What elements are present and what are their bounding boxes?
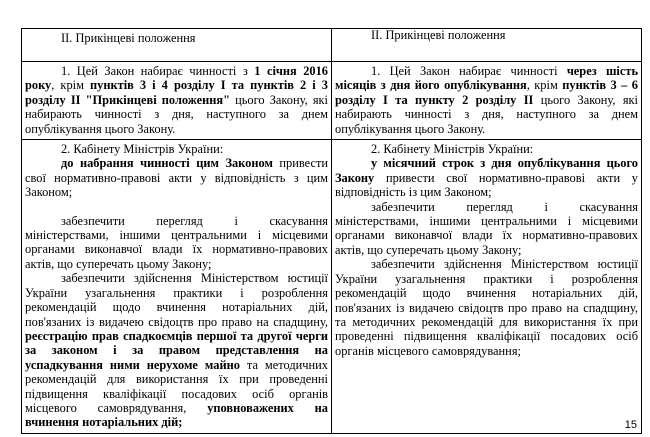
page-number: 15 <box>624 419 637 431</box>
right-clause-2-item-b: забезпечити перегляд і скасування міністерствами, іншими центральними і місцевими органами виконавчої влади їх нормативно-правових актів, що суперечать цьому Закону; <box>335 199 638 257</box>
bold-text-run: через шість місяців з дня його опублікування <box>335 64 638 93</box>
comparison-table <box>21 28 642 434</box>
right-section-title: ІІ. Прикінцеві положення <box>371 28 506 42</box>
left-clause-2-item-c <box>25 271 328 429</box>
bold-text-run: пунктів 3 і 4 розділу І та пунктів 2 і 3 розділу ІІ "Прикінцеві положення" <box>25 78 329 107</box>
left-title-cell <box>22 29 332 62</box>
bold-text-run: 1 січня 2016 року <box>25 64 328 93</box>
text-run: привести свої нормативно-правові акти у відповідність з цим Законом; <box>25 156 329 200</box>
bold-text-run: уповноважених на вчинення нотаріальних дій; <box>25 400 328 430</box>
left-clause-1-cell <box>22 62 332 140</box>
bold-text-run: у місячний строк з дня опублікування цього Закону <box>335 156 638 185</box>
left-clause-1 <box>25 64 328 136</box>
left-clause-2-heading: 2. Кабінету Міністрів України: <box>61 142 224 157</box>
left-clause-2-item-b: забезпечити перегляд і скасування міністерствами, іншими центральними і місцевими органами виконавчої влади їх нормативно-правових актів, що суперечать цьому Закону; <box>25 213 328 271</box>
right-clause-1 <box>335 64 638 136</box>
table-row <box>22 62 642 140</box>
right-clause-1-cell <box>332 62 642 140</box>
right-clause-2-item-a <box>335 156 638 199</box>
text-run: 1. Цей Закон набирає чинності з <box>61 64 255 78</box>
right-title-cell <box>332 29 642 62</box>
bold-text-run: пунктів 3 – 6 розділу І та пункту 2 розділу ІІ <box>335 78 638 107</box>
bold-text-run: реєстрацію прав спадкоємців першої та другої черги за законом і за правом представлення на успадкування ними нерухоме майно <box>25 328 328 372</box>
text-run: , крім <box>526 78 563 93</box>
text-run: цього Закону, які набирають чинності з дня, наступного за днем опублікування цього Закону. <box>25 92 328 136</box>
left-clause-2-cell <box>22 140 332 434</box>
left-clause-2-item-a <box>25 156 328 199</box>
text-run: забезпечити здійснення Міністерством юстиції України узагальнення практики і розроблення рекомендацій щодо вчинення нотаріальних дій, пов'язаних із видачею свідоцтв про право на спадщину, <box>25 271 328 329</box>
table-row <box>22 29 642 62</box>
bold-text-run: до набрання чинності цим Законом <box>61 156 273 171</box>
text-run: 1. Цей Закон набирає чинності <box>371 64 567 78</box>
right-clause-2-item-c: забезпечити здійснення Міністерством юстиції України узагальнення практики і розроблення рекомендацій щодо вчинення нотаріальних дій, пов'язаних із видачею свідоцтв про право на спадщину, та методичних рекомендацій для використання їх при проведенні підвищення кваліфікації посадових осіб органів місцевого самоврядування; <box>335 257 638 358</box>
text-run: привести свої нормативно-правові акти у відповідність із цим Законом; <box>335 170 638 200</box>
right-clause-2-heading: 2. Кабінету Міністрів України: <box>371 142 534 157</box>
text-run: та методичних рекомендацій для використання їх при проведенні підвищення кваліфікації посадових осіб органів місцевого самоврядування, <box>25 357 328 415</box>
text-run: , крім <box>51 78 90 93</box>
table-row <box>22 140 642 434</box>
text-run: цього Закону, які набирають чинності з дня, наступного за днем опублікування цього Закону. <box>335 92 638 136</box>
right-clause-2-cell <box>332 140 642 434</box>
left-section-title: ІІ. Прикінцеві положення <box>61 31 196 45</box>
